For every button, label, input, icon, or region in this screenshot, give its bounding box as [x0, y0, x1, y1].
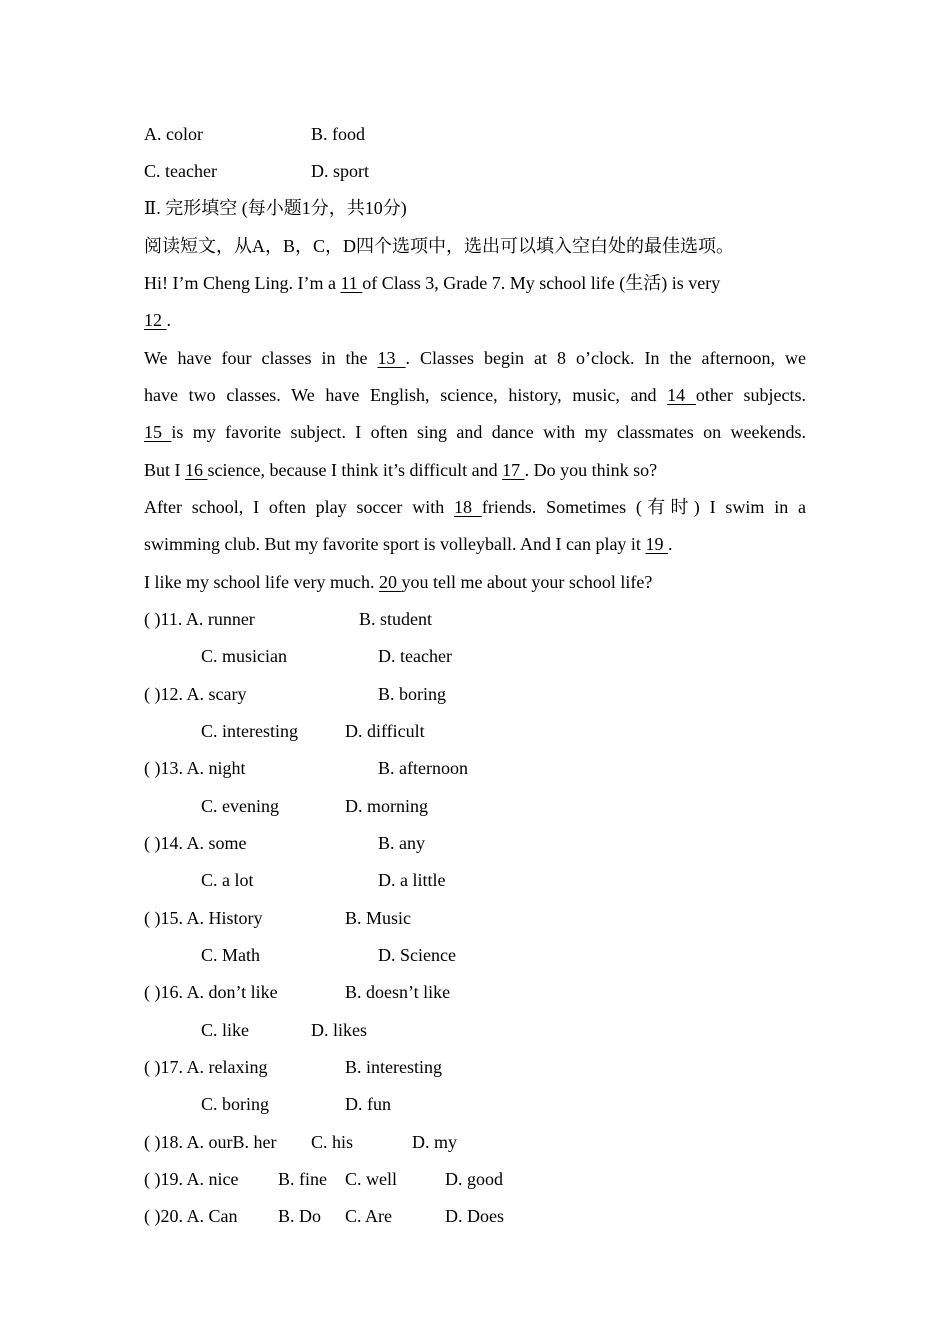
question-13-option-b: B. afternoon	[378, 758, 468, 778]
question-17-label: ( )17. A. relaxing	[144, 1057, 268, 1077]
question-20-option-d: D. Does	[445, 1206, 504, 1226]
question-11-option-c: C. musician	[201, 646, 287, 666]
passage-line	[144, 271, 720, 295]
passage-text: After school, I often play soccer with	[144, 497, 455, 517]
question-14-option-c: C. a lot	[201, 870, 254, 890]
question-15-option-b: B. Music	[345, 908, 412, 928]
question-13-option-c: C. evening	[201, 796, 279, 816]
question-19-label: ( )19. A. nice	[144, 1169, 239, 1189]
blank-15: 15	[144, 422, 172, 442]
passage-line	[144, 420, 806, 444]
passage-text: of Class 3, Grade 7. My school life (生活) is very	[362, 273, 721, 293]
question-17-option-b: B. interesting	[345, 1057, 442, 1077]
passage-line	[144, 383, 806, 407]
passage-text: is my favorite subject. I often sing and dance with my classmates on weekends.	[171, 422, 806, 442]
passage-text: But I	[144, 460, 186, 480]
question-13-option-d: D. morning	[345, 796, 428, 816]
question-11-option-b: B. student	[359, 609, 433, 629]
passage-text: you tell me about your school life?	[401, 572, 653, 592]
question-17-option-c: C. boring	[201, 1094, 270, 1114]
question-11-label: ( )11. A. runner	[144, 609, 255, 629]
passage-line	[144, 346, 806, 370]
passage-text: We have four classes in the	[144, 348, 378, 368]
question-13-label: ( )13. A. night	[144, 758, 246, 778]
passage-line	[144, 308, 171, 332]
question-20-option-c: C. Are	[345, 1206, 392, 1226]
passage-text: Hi! I’m Cheng Ling. I’m a	[144, 273, 341, 293]
passage-text: . Classes begin at 8 o’clock. In the afternoon, we	[405, 348, 807, 368]
question-19-option-c: C. well	[345, 1169, 397, 1189]
passage-text: I like my school life very much.	[144, 572, 379, 592]
blank-17: 17	[502, 460, 525, 480]
prev-option-d: D. sport	[311, 161, 369, 181]
question-12-option-b: B. boring	[378, 684, 447, 704]
question-12-option-c: C. interesting	[201, 721, 298, 741]
passage-text: .	[667, 534, 673, 554]
question-12-label: ( )12. A. scary	[144, 684, 247, 704]
blank-20: 20	[378, 572, 402, 592]
passage-line	[144, 532, 672, 556]
question-20-option-b: B. Do	[278, 1206, 322, 1226]
question-15-option-d: D. Science	[378, 945, 456, 965]
question-18-option-c: C. his	[311, 1132, 354, 1152]
passage-line	[144, 570, 652, 594]
blank-12: 12	[144, 310, 167, 330]
question-16-option-d: D. likes	[311, 1020, 367, 1040]
question-16-option-b: B. doesn’t like	[345, 982, 451, 1002]
passage-text: have two classes. We have English, science, history, music, and	[144, 385, 668, 405]
blank-19: 19	[645, 534, 668, 554]
question-18-option-d: D. my	[412, 1132, 457, 1152]
question-14-label: ( )14. A. some	[144, 833, 247, 853]
prev-option-a: A. color	[144, 124, 203, 144]
question-15-option-c: C. Math	[201, 945, 261, 965]
passage-text: other subjects.	[695, 385, 807, 405]
blank-16: 16	[185, 460, 208, 480]
question-17-option-d: D. fun	[345, 1094, 391, 1114]
blank-14: 14	[667, 385, 696, 405]
section-title: Ⅱ. 完形填空 (每小题1分，共10分)	[144, 198, 407, 218]
prev-option-b: B. food	[311, 124, 365, 144]
passage-text: friends. Sometimes (有时) I swim in a	[481, 497, 806, 517]
blank-13: 13	[377, 348, 406, 368]
passage-text: swimming club. But my favorite sport is volleyball. And I can play it	[144, 534, 646, 554]
question-15-label: ( )15. A. History	[144, 908, 263, 928]
passage-line	[144, 495, 806, 519]
question-19-option-b: B. fine	[278, 1169, 327, 1189]
prev-option-c: C. teacher	[144, 161, 217, 181]
question-20-label: ( )20. A. Can	[144, 1206, 238, 1226]
section-instruction: 阅读短文，从A，B，C，D四个选项中，选出可以填入空白处的最佳选项。	[144, 236, 735, 256]
passage-text: .	[166, 310, 171, 330]
passage-text: science, because I think it’s difficult and	[207, 460, 503, 480]
question-16-label: ( )16. A. don’t like	[144, 982, 278, 1002]
blank-18: 18	[454, 497, 482, 517]
passage-text: . Do you think so?	[524, 460, 658, 480]
question-12-option-d: D. difficult	[345, 721, 425, 741]
question-14-option-d: D. a little	[378, 870, 446, 890]
blank-11: 11	[340, 273, 363, 293]
question-14-option-b: B. any	[378, 833, 425, 853]
passage-line	[144, 458, 657, 482]
question-18-label: ( )18. A. ourB. her	[144, 1132, 277, 1152]
question-16-option-c: C. like	[201, 1020, 249, 1040]
question-19-option-d: D. good	[445, 1169, 503, 1189]
question-11-option-d: D. teacher	[378, 646, 452, 666]
